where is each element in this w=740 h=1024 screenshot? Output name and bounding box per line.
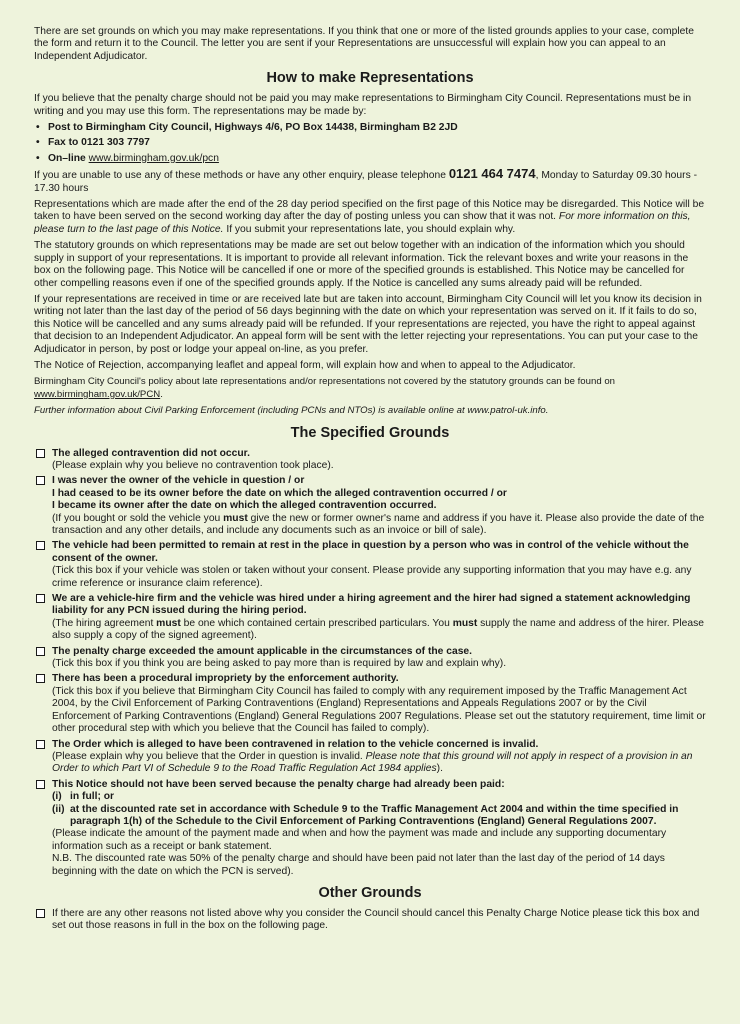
- ground-7-checkbox[interactable]: [36, 740, 45, 749]
- other-ground: [34, 908, 706, 933]
- online-label: On–line: [48, 152, 89, 164]
- ground-1-note: (Please explain why you believe no contravention took place).: [52, 459, 334, 471]
- ground-5-title: The penalty charge exceeded the amount applicable in the circumstances of the case.: [52, 645, 473, 657]
- ground-5: [34, 646, 706, 671]
- other-grounds-heading: Other Grounds: [318, 884, 422, 901]
- received-paragraph: If your representations are received in time or are received late but are taken into account, Birmingham City Council will let you know its decision in writing not later than the last day of the period of 56 days beginning with the date on which your representation was served on it. If it fails to do so, this Notice will be cancelled and any sums already paid will be refunded. If your representations are rejected, you have the right to appeal against that decision to an Independent Adjudicator. An appeal form will be sent with the letter rejecting your representations. You can put your case to the Adjudicator in person, by post or lodge your appeal on-line, as you prefer.: [34, 293, 702, 355]
- ground-8-option-i: [52, 791, 706, 803]
- method-post: • Post to Birmingham City Council, Highways 4/6, PO Box 14438, Birmingham B2 2JD: [34, 122, 706, 134]
- ground-8-title: This Notice should not have been served because the penalty charge had already been paid:: [52, 778, 505, 790]
- ground-4-note-must-2: must: [452, 617, 478, 629]
- ground-7-title: The Order which is alleged to have been contravened in relation to the vehicle concerned is invalid.: [52, 738, 539, 750]
- ground-3-checkbox[interactable]: [36, 541, 45, 550]
- ground-3-title: The vehicle had been permitted to remain at rest in the place in question by a person who was in control of the vehicle without the consent of the owner.: [52, 540, 689, 564]
- ground-8-option-ii-label: (ii): [52, 803, 65, 815]
- ground-4-title: We are a vehicle-hire firm and the vehicle was hired under a hiring agreement and the hirer had signed a statement acknowledging liability for any PCN issued during the hiring period.: [52, 593, 691, 617]
- ground-6-note: (Tick this box if you believe that Birmingham City Council has failed to comply with any requirement imposed by the Traffic Management Act 2004, by the Civil Enforcement of Parking Contraventions (England) Representations and Appeals Regulations 2007 or by the Civil Enforcement of Parking Contraventions (England) General Regulations 2007 Regulations. Please set out the statutory requirement, time limit or other procedural step with which you believe that the Council has failed to comply).: [52, 685, 706, 735]
- ground-1-title: The alleged contravention did not occur.: [52, 447, 250, 459]
- ground-5-note: (Tick this box if you think you are being asked to pay more than is required by law and explain why).: [52, 658, 507, 670]
- ground-2-note-must: must: [223, 512, 248, 524]
- late-text: Representations which are made after the end of the 28 day period specified on the first page of this Notice may be disregarded. This Notice will be taken to have been served on the second working day after the day of posting unless you can show that it was not.: [34, 199, 705, 223]
- late-paragraph: [34, 199, 706, 236]
- method-fax: • Fax to 0121 303 7797: [34, 137, 706, 149]
- ground-7: [34, 739, 706, 776]
- ground-4-note-must-1: must: [156, 617, 181, 629]
- ground-8-option-i-text: in full; or: [70, 791, 115, 803]
- ground-2: [34, 475, 706, 537]
- ground-3: [34, 540, 706, 590]
- tel-hours: , Monday to Saturday 09.30 hours - 17.30 hours: [34, 170, 698, 194]
- ground-1-checkbox[interactable]: [36, 449, 45, 458]
- ground-8-checkbox[interactable]: [36, 780, 45, 789]
- methods-list: [34, 122, 706, 165]
- ground-2-checkbox[interactable]: [36, 476, 45, 485]
- policy-text: Birmingham City Council's policy about late representations and/or representations not covered by the statutory grounds can be found on: [34, 376, 615, 388]
- ground-7-note-a: (Please explain why you believe that the Order in question is invalid.: [52, 750, 366, 762]
- policy-link[interactable]: www.birmingham.gov.uk/PCN: [34, 388, 161, 400]
- ground-6-title: There has been a procedural impropriety by the enforcement authority.: [52, 673, 399, 685]
- ground-2-note-b: give the new or former owner's name and address if you have it. Please also provide the date of the transaction and any other details, and include any documents such as an invoice or bill of sale).: [52, 512, 705, 536]
- ground-8-note: (Please indicate the amount of the payment made and when and how the payment was made and include any supporting documentary information such as a receipt or bank statement.: [52, 828, 667, 852]
- ground-7-note-b: ).: [436, 763, 443, 775]
- ground-2-line-1: I was never the owner of the vehicle in question / or: [52, 475, 305, 487]
- telephone-paragraph: [34, 168, 706, 195]
- other-ground-text: If there are any other reasons not listed above why you consider the Council should cancel this Penalty Charge Notice please tick this box and set out those reasons in full in the box on the following page.: [52, 907, 700, 932]
- ground-4-checkbox[interactable]: [36, 594, 45, 603]
- ground-1: [34, 448, 706, 473]
- ground-8-option-i-label: (i): [52, 791, 62, 803]
- ground-2-line-3: I became its owner after the date on which the alleged contravention occurred.: [52, 500, 437, 512]
- tel-text: If you are unable to use any of these methods or have any other enquiry, please telephone: [34, 170, 449, 182]
- online-link[interactable]: www.birmingham.gov.uk/pcn: [88, 152, 219, 164]
- ground-5-checkbox[interactable]: [36, 647, 45, 656]
- late-text-end: If you submit your representations late, you should explain why.: [223, 223, 516, 235]
- ground-8-nb: N.B. The discounted rate was 50% of the penalty charge and should have been paid not later than the last day of the period of 14 days beginning with the date on which the PCN is served).: [52, 853, 665, 877]
- intro-paragraph: There are set grounds on which you may make representations. If you think that one or more of the listed grounds applies to your case, complete the form and return it to the Council. The letter you are sent if your Representations are unsuccessful will explain how you can appeal to an Independent Adjudicator.: [34, 26, 694, 62]
- ground-4-note-c: supply the name and address of the hirer. Please also supply a copy of the signed agreement).: [52, 617, 704, 642]
- ground-8: [34, 779, 706, 878]
- ground-4-note-a: (The hiring agreement: [52, 617, 157, 629]
- further-info: Further information about Civil Parking Enforcement (including PCNs and NTOs) is available online at www.patrol-uk.info.: [34, 405, 549, 417]
- how-paragraph: If you believe that the penalty charge should not be paid you may make representations to Birmingham City Council. Representations must be in writing and you may use this form. The representations may be made by:: [34, 93, 692, 117]
- other-ground-checkbox[interactable]: [36, 909, 45, 918]
- policy-paragraph: [34, 376, 706, 401]
- late-italic: For more information on this, please turn to the last page of this Notice.: [34, 211, 691, 235]
- rejection-paragraph: The Notice of Rejection, accompanying leaflet and appeal form, will explain how and when to appeal to the Adjudicator.: [34, 359, 576, 371]
- ground-6: [34, 673, 706, 735]
- ground-2-note-a: (If you bought or sold the vehicle you: [52, 512, 224, 524]
- ground-7-note: [52, 751, 706, 776]
- ground-3-note: (Tick this box if your vehicle was stolen or taken without your consent. Please provide any supporting information that you may have e.g. any crime reference or insurance claim reference).: [52, 565, 692, 589]
- ground-2-line-2: I had ceased to be its owner before the date on which the alleged contravention occurred / or: [52, 487, 507, 499]
- ground-7-note-italic: Please note that this ground will not apply in respect of a provision in an Order to which Part VI of Schedule 9 to the Road Traffic Regulation Act 1984 applies: [52, 750, 693, 775]
- ground-8-option-ii: [52, 804, 706, 829]
- ground-4: [34, 593, 706, 643]
- ground-6-checkbox[interactable]: [36, 674, 45, 683]
- statutory-paragraph: The statutory grounds on which representations may be made are set out below together with an indication of the information which you should supply in support of your representations. It is important to provide all relevant information. Tick the relevant boxes and write your reasons in the box on the following page. This Notice will be cancelled if one or more of the specified grounds is established. This Notice may be cancelled for other compelling reasons even if one of the specified grounds apply. If the Notice is cancelled any sums already paid will be refunded.: [34, 240, 689, 289]
- ground-2-note: [52, 513, 706, 538]
- ground-4-note-b: be one which contained certain prescribed particulars. You: [180, 617, 453, 629]
- how-heading: How to make Representations: [266, 70, 474, 87]
- ground-4-note: [52, 618, 706, 643]
- ground-8-option-ii-text: at the discounted rate set in accordance with Schedule 9 to the Traffic Management Act 2004 and within the time specified in paragraph 1(h) of the Schedule to the Civil Enforcement of Parking Contraventions (England) General Regulations 2007.: [70, 803, 679, 827]
- policy-end: .: [160, 388, 163, 400]
- specified-grounds-heading: The Specified Grounds: [290, 424, 450, 441]
- tel-number: 0121 464 7474: [448, 166, 536, 182]
- method-online: [34, 153, 706, 165]
